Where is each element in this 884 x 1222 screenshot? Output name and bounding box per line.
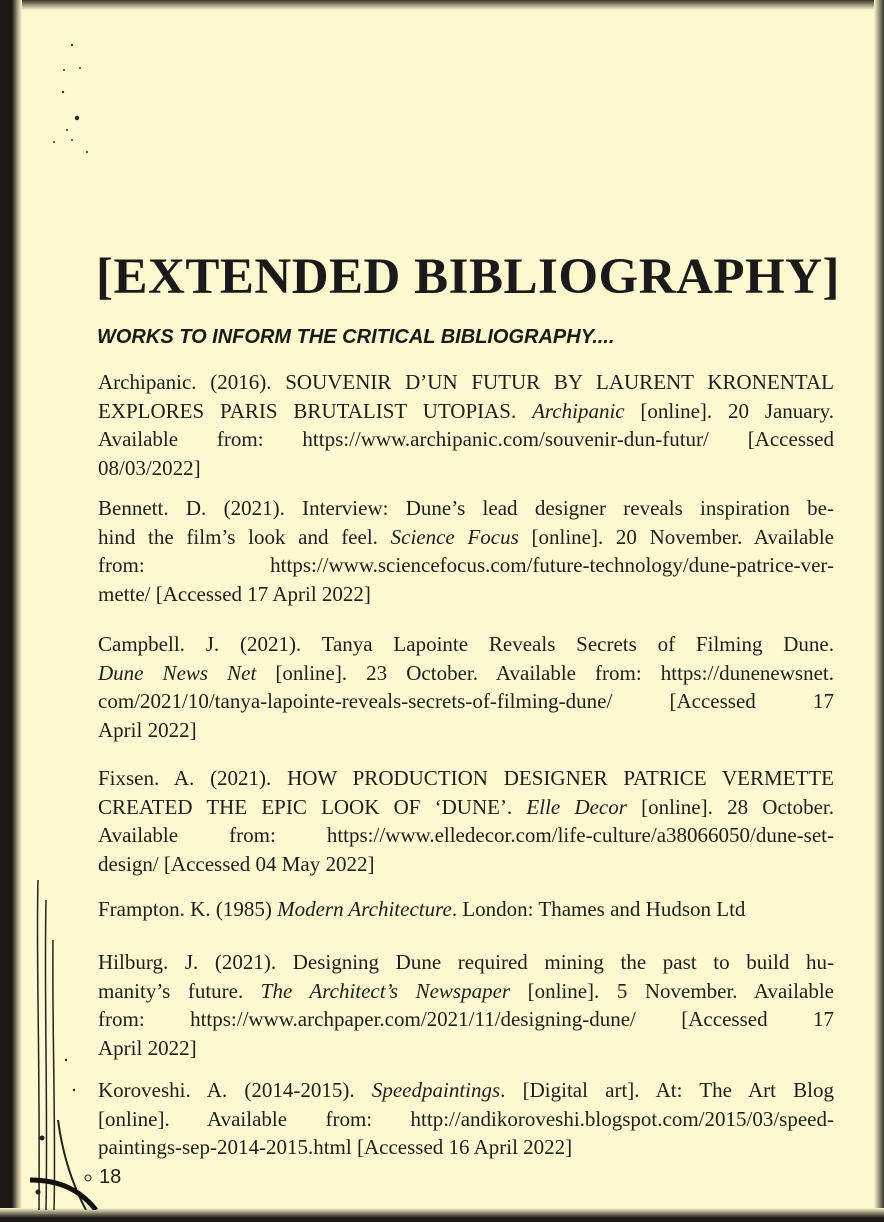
entry-line: mette/ [Accessed 17 April 2022] (98, 581, 371, 606)
scan-edge-top (0, 0, 884, 10)
page-title: [EXTENDED BIBLIOGRAPHY] (96, 249, 841, 305)
bibliography-entry (98, 1076, 834, 1162)
entry-text: CREATED THE EPIC LOOK OF ‘DUNE’. (98, 794, 527, 819)
entry-line: Available from: https://www.archipanic.com/souvenir-dun-futur/ [Accessed (98, 427, 834, 451)
page-subtitle: WORKS TO INFORM THE CRITICAL BIBLIOGRAPHY.... (97, 326, 615, 348)
entry-line: Fixsen. A. (2021). HOW PRODUCTION DESIGNER PATRICE VERMETTE (98, 766, 834, 790)
source-title: Modern Architecture (277, 897, 452, 921)
source-title: Elle Decor (526, 794, 627, 819)
entry-text: . London: Thames and Hudson Ltd (451, 897, 746, 921)
entry-line: from: https://www.sciencefocus.com/future-technology/dune-patrice-ver- (98, 553, 834, 577)
entry-line: design/ [Accessed 04 May 2022] (98, 851, 375, 876)
entry-text: [online]. 20 January. (624, 398, 835, 423)
entry-text: [online]. 20 November. Available (518, 524, 834, 549)
ink-specks (0, 0, 120, 200)
entry-line: from: https://www.archpaper.com/2021/11/designing-dune/ [Accessed 17 (98, 1007, 834, 1031)
entry-line: paintings-sep-2014-2015.html [Accessed 16 April 2022] (98, 1135, 573, 1159)
entry-text: [online]. 28 October. (626, 794, 835, 819)
entry-text: Koroveshi. A. (2014-2015). (98, 1078, 372, 1102)
entry-text: EXPLORES PARIS BRUTALIST UTOPIAS. (98, 398, 533, 423)
source-title: Speedpaintings (371, 1078, 501, 1102)
entry-line: April 2022] (98, 717, 197, 742)
entry-line: com/2021/10/tanya-lapointe-reveals-secrets-of-filming-dune/ [Accessed 17 (98, 689, 834, 713)
entry-line (98, 397, 834, 426)
entry-line (98, 895, 834, 924)
entry-line (98, 793, 834, 822)
bibliography-entry (98, 895, 834, 924)
entry-line (98, 659, 834, 688)
entry-line: Archipanic. (2016). SOUVENIR D’UN FUTUR BY LAURENT KRONENTAL (98, 370, 834, 394)
source-title: Archipanic (532, 398, 625, 423)
bibliography-entry (98, 630, 834, 744)
source-title: Science Focus (390, 524, 519, 549)
entry-line (98, 523, 834, 552)
entry-text: Frampton. K. (1985) (98, 897, 278, 921)
source-title: Dune News Net (98, 660, 257, 685)
entry-text: . [Digital art]. At: The Art Blog (500, 1078, 834, 1102)
scan-edge-bottom (0, 1208, 884, 1222)
source-title: The Architect’s Newspaper (260, 978, 511, 1003)
entry-line: April 2022] (98, 1035, 197, 1060)
entry-line (98, 977, 834, 1006)
entry-text: manity’s future. (98, 978, 261, 1003)
page-number: 18 (99, 1166, 122, 1188)
entry-text: [online]. 5 November. Available (510, 978, 834, 1003)
entry-line: Available from: https://www.elledecor.com/life-culture/a38066050/dune-set- (98, 823, 834, 847)
bibliography-entry (98, 494, 834, 608)
entry-line: [online]. Available from: http://andikoroveshi.blogspot.com/2015/03/speed- (98, 1106, 834, 1131)
scan-edge-right (874, 0, 884, 1222)
entry-line: Hilburg. J. (2021). Designing Dune required mining the past to build hu- (98, 950, 834, 974)
entry-line: 08/03/2022] (98, 455, 201, 480)
entry-text: hind the film’s look and feel. (98, 524, 391, 549)
bibliography-entry (98, 948, 834, 1062)
entry-line (98, 1076, 834, 1105)
entry-line: Campbell. J. (2021). Tanya Lapointe Reveals Secrets of Filming Dune. (98, 632, 834, 656)
bibliography-entry (98, 764, 834, 878)
entry-line: Bennett. D. (2021). Interview: Dune’s lead designer reveals inspiration be- (98, 496, 834, 520)
entry-text: [online]. 23 October. Available from: https://dunenewsnet. (256, 660, 834, 685)
pen-doodle (0, 880, 110, 1210)
bibliography-entry (98, 368, 834, 482)
